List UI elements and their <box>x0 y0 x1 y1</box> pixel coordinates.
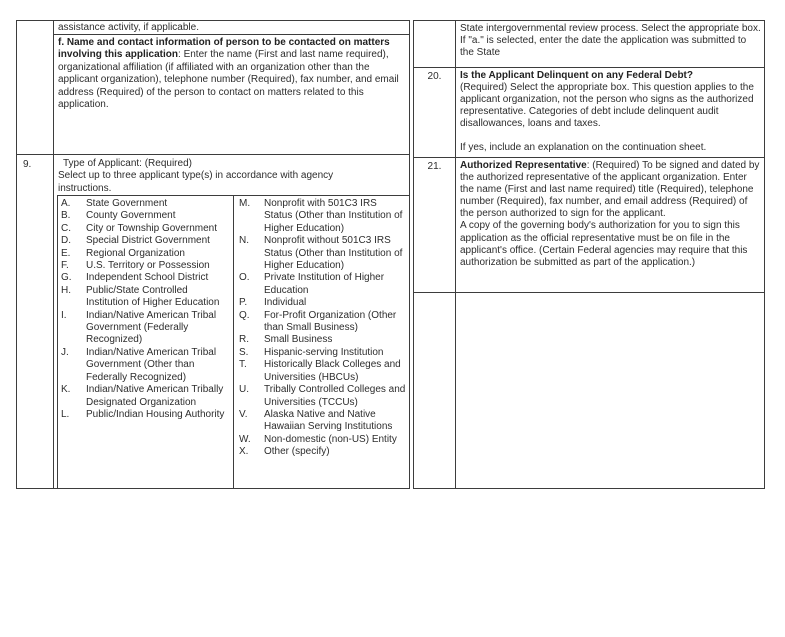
applicant-type-label: Other (specify) <box>264 446 330 458</box>
applicant-type-item <box>239 434 407 446</box>
applicant-type-label: Non-domestic (non-US) Entity <box>264 433 397 445</box>
item-9-header <box>54 155 409 195</box>
applicant-types-list-a-l <box>58 196 234 488</box>
applicant-type-item <box>239 198 407 235</box>
right-number-cell-empty <box>414 21 456 67</box>
applicant-type-label: Nonprofit without 501C3 IRS Status (Other than Institution of Higher Education) <box>264 235 403 272</box>
empty-row <box>414 293 764 488</box>
applicant-type-letter: D. <box>61 235 71 247</box>
applicant-type-letter: K. <box>61 384 71 396</box>
applicant-type-item <box>61 223 231 235</box>
applicant-type-item <box>61 198 231 210</box>
item-20-heading <box>460 70 761 82</box>
item-20-heading-text: Is the Applicant Delinquent on any Federal Debt? <box>460 70 693 81</box>
applicant-type-label: Special District Government <box>86 235 210 247</box>
applicant-type-letter: R. <box>239 334 249 346</box>
applicant-type-label: Public/Indian Housing Authority <box>86 408 225 420</box>
applicant-type-letter: F. <box>61 260 69 272</box>
left-content-column <box>54 21 409 488</box>
applicant-type-letter: X. <box>239 446 249 458</box>
instructions-table-right <box>413 20 765 489</box>
applicant-type-item <box>61 260 231 272</box>
applicant-type-letter: W. <box>239 433 251 445</box>
applicant-type-item <box>61 272 231 284</box>
applicant-type-letter: T. <box>239 359 247 371</box>
applicant-type-item <box>239 297 407 309</box>
applicant-type-letter: M. <box>239 198 251 209</box>
applicant-type-item <box>61 235 231 247</box>
item-21-heading-text: Authorized Representative <box>460 160 587 171</box>
applicant-type-label: Individual <box>264 297 307 309</box>
applicant-type-letter: J. <box>61 346 69 358</box>
applicant-type-letter: L. <box>61 408 70 420</box>
applicant-type-letter: Q. <box>239 309 250 321</box>
applicant-type-label: Regional Organization <box>86 247 185 259</box>
applicant-type-letter: O. <box>239 272 250 284</box>
item-20-body: (Required) Select the appropriate box. This question applies to the applicant organization, not the person who signs as the authorized representative. Categories of debt include delinquent audit disallowances, loans and taxes. <box>460 82 754 130</box>
applicant-type-item <box>61 210 231 222</box>
applicant-type-letter: B. <box>61 210 71 222</box>
applicant-type-label: Independent School District <box>86 272 209 284</box>
instructions-table-left <box>16 20 410 489</box>
item-21-paragraph-2: A copy of the governing body's authorization for you to sign this application as the official representative must be on file in the applicant's office. (Certain Federal agencies may require that this authorization be submitted as part of the application.) <box>460 220 748 268</box>
applicant-type-letter: C. <box>61 222 71 234</box>
item-20-number: 20. <box>414 68 456 157</box>
applicant-type-label: County Government <box>86 210 176 222</box>
applicant-type-label: Tribally Controlled Colleges and Universities (TCCUs) <box>264 384 406 408</box>
item-8f-body: : Enter the name (First and last name required), organizational affiliation (if affiliated with an organization other than the applicant organization), telephone number (Required), fax number, and email address (Required) of the person to contact on matters related to this application. <box>58 49 399 111</box>
applicant-type-label: Indian/Native American Tribal Government (Other than Federally Recognized) <box>86 346 217 383</box>
item-9-title: Type of Applicant: (Required) <box>63 158 192 169</box>
applicant-type-item <box>239 384 407 409</box>
empty-number-cell <box>414 293 456 488</box>
continuation-row <box>414 21 764 68</box>
applicant-type-letter: N. <box>239 235 249 247</box>
applicant-type-label: Private Institution of Higher Education <box>264 272 385 296</box>
item-9-row <box>54 155 409 488</box>
applicant-type-item <box>239 347 407 359</box>
applicant-type-item <box>61 347 231 384</box>
item-9-subtitle: Select up to three applicant type(s) in accordance with agency instructions. <box>58 170 334 194</box>
left-number-cell-empty <box>17 21 53 155</box>
applicant-type-label: Hispanic-serving Institution <box>264 346 384 358</box>
item-21-row <box>414 158 764 293</box>
item-20-instructions <box>456 68 764 157</box>
applicant-type-label: Indian/Native American Tribal Government (Federally Recognized) <box>86 309 217 346</box>
applicant-type-item <box>239 310 407 335</box>
item-20-row <box>414 68 764 158</box>
applicant-type-item <box>239 446 407 458</box>
applicant-type-item <box>239 409 407 434</box>
applicant-type-item <box>61 409 231 421</box>
item-8f-instructions <box>54 35 409 155</box>
applicant-type-item <box>61 384 231 409</box>
applicant-type-item <box>239 334 407 346</box>
item-9-number: 9. <box>23 159 32 170</box>
applicant-type-label: Alaska Native and Native Hawaiian Serving Institutions <box>264 408 393 433</box>
item-21-instructions <box>456 158 764 292</box>
applicant-type-item <box>61 310 231 347</box>
applicant-type-letter: S. <box>239 346 249 358</box>
continuation-text-row: assistance activity, if applicable. <box>54 21 409 35</box>
applicant-type-label: Small Business <box>264 334 333 346</box>
applicant-type-letter: H. <box>61 284 71 296</box>
item-20-note: If yes, include an explanation on the continuation sheet. <box>460 142 707 154</box>
applicant-type-item <box>61 248 231 260</box>
applicant-type-letter: E. <box>61 247 71 259</box>
item-21-paragraph-1 <box>460 160 761 220</box>
applicant-type-label: Indian/Native American Tribally Designated Organization <box>86 384 224 408</box>
applicant-type-item <box>61 285 231 310</box>
applicant-type-label: Public/State Controlled Institution of Higher Education <box>86 284 220 309</box>
applicant-type-label: Nonprofit with 501C3 IRS Status (Other than Institution of Higher Education) <box>264 198 403 234</box>
left-number-column <box>17 21 54 488</box>
applicant-type-label: City or Township Government <box>86 222 217 234</box>
applicant-type-item <box>239 359 407 384</box>
applicant-type-letter: U. <box>239 384 249 396</box>
applicant-type-letter: G. <box>61 272 72 284</box>
applicant-type-label: State Government <box>86 198 168 209</box>
applicant-types-subtable <box>57 195 409 488</box>
applicant-type-label: For-Profit Organization (Other than Small Business) <box>264 309 397 334</box>
applicant-type-letter: P. <box>239 297 248 309</box>
applicant-type-letter: V. <box>239 408 248 420</box>
applicant-type-letter: A. <box>61 198 71 209</box>
applicant-type-label: U.S. Territory or Possession <box>86 260 210 272</box>
applicant-type-item <box>239 272 407 297</box>
applicant-type-item <box>239 235 407 272</box>
item-21-body: : (Required) To be signed and dated by the authorized representative of the applicant organization. Enter the name (First and last name required) title (Required), telephone number (Required), fax number, and email address (Required) of the person authorized to sign for the applicant. <box>460 160 760 220</box>
applicant-type-letter: I. <box>61 309 67 321</box>
applicant-types-list-m-x <box>234 196 409 488</box>
item-21-number: 21. <box>414 158 456 292</box>
empty-content-cell <box>456 293 764 488</box>
applicant-type-label: Historically Black Colleges and Universities (HBCUs) <box>264 359 401 383</box>
item-8f-heading: f. Name and contact information of person to be contacted on matters involving this application <box>58 37 390 61</box>
item-19-continuation-text: State intergovernmental review process. Select the appropriate box. If "a." is selected, enter the date the application was submitted to the State <box>460 23 761 59</box>
